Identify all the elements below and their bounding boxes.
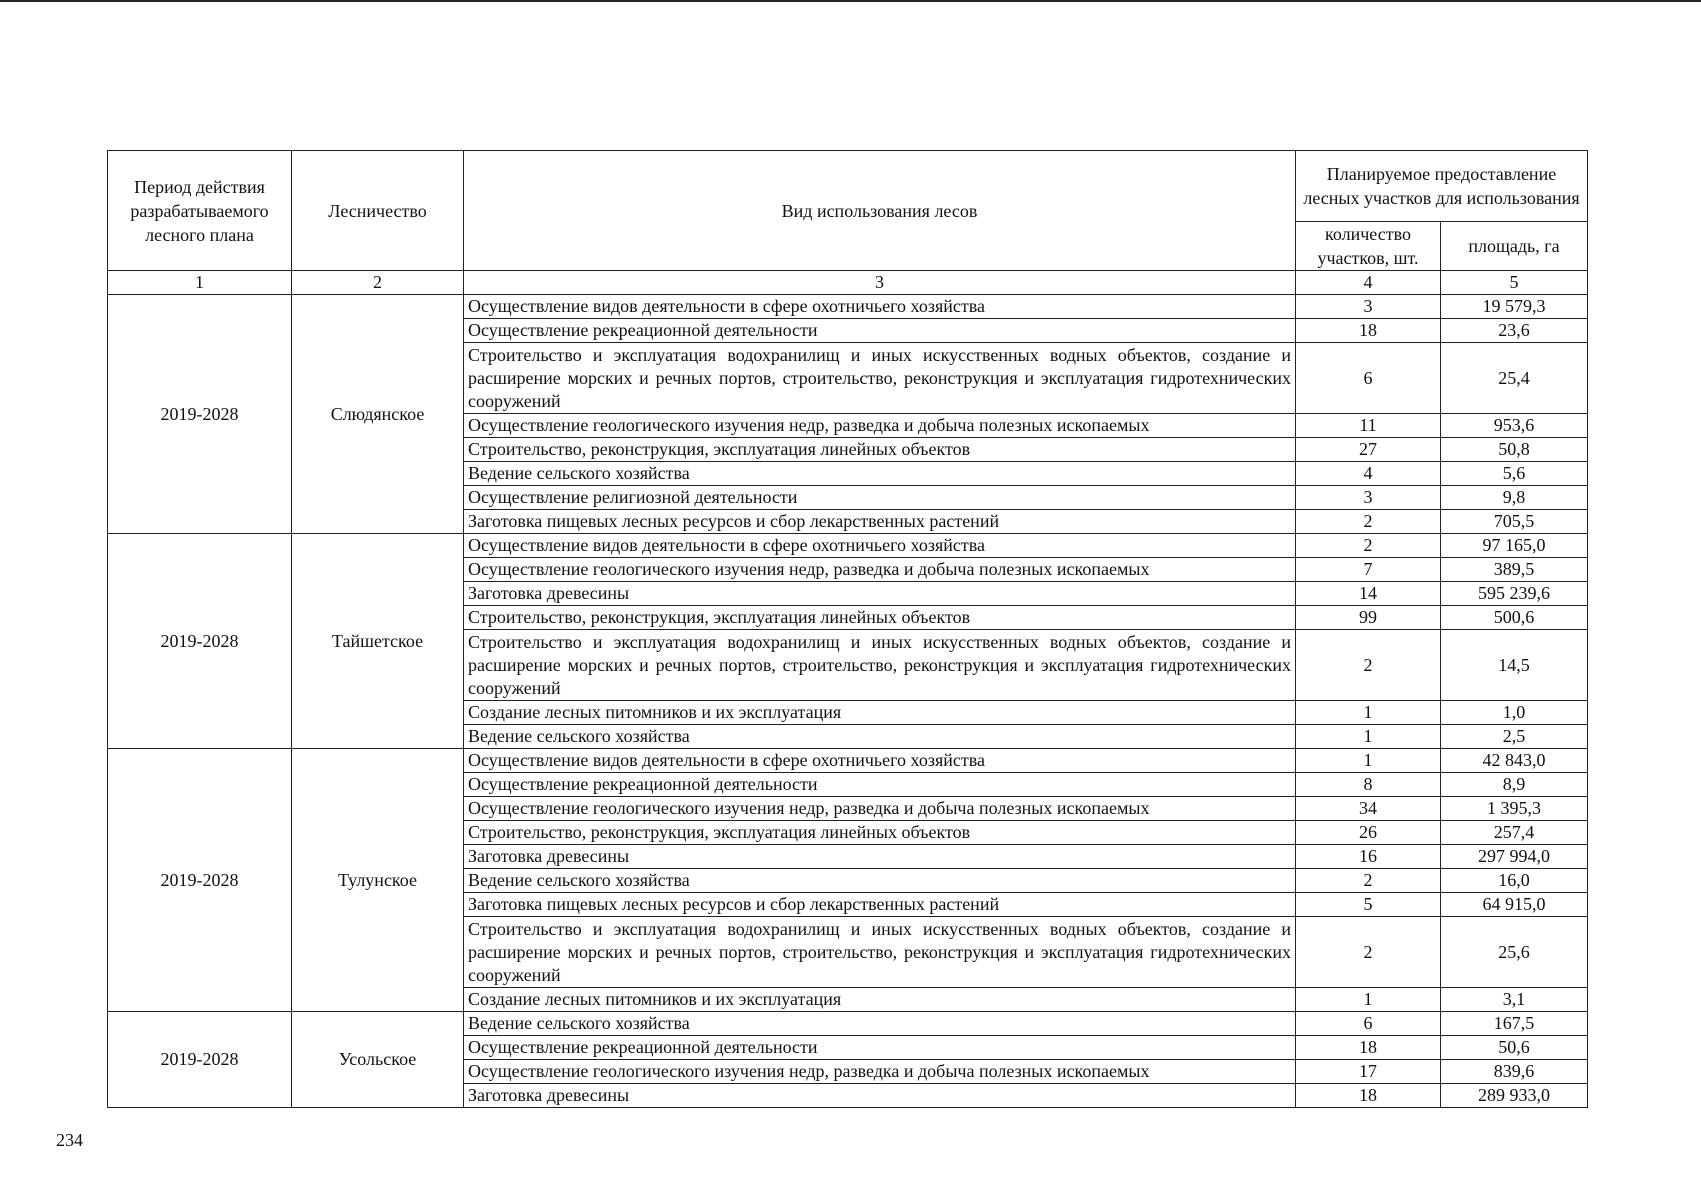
area-cell: 50,6 (1441, 1036, 1588, 1060)
column-number: 2 (292, 271, 464, 295)
top-rule (0, 0, 1701, 2)
area-cell: 5,6 (1441, 462, 1588, 486)
use-type-cell: Осуществление геологического изучения недр, разведка и добыча полезных ископаемых (464, 797, 1296, 821)
count-cell: 1 (1296, 988, 1441, 1012)
count-cell: 2 (1296, 869, 1441, 893)
area-cell: 2,5 (1441, 725, 1588, 749)
count-cell: 5 (1296, 893, 1441, 917)
count-cell: 1 (1296, 701, 1441, 725)
count-cell: 7 (1296, 558, 1441, 582)
column-number: 3 (464, 271, 1296, 295)
header-count: количество участков, шт. (1296, 222, 1441, 271)
use-type-cell: Осуществление видов деятельности в сфере охотничьего хозяйства (464, 295, 1296, 319)
use-type-cell: Осуществление религиозной деятельности (464, 486, 1296, 510)
count-cell: 4 (1296, 462, 1441, 486)
area-cell: 595 239,6 (1441, 582, 1588, 606)
area-cell: 42 843,0 (1441, 749, 1588, 773)
use-type-cell: Создание лесных питомников и их эксплуатация (464, 701, 1296, 725)
use-type-cell: Осуществление геологического изучения недр, разведка и добыча полезных ископаемых (464, 558, 1296, 582)
use-type-cell: Строительство, реконструкция, эксплуатация линейных объектов (464, 438, 1296, 462)
use-type-cell: Строительство, реконструкция, эксплуатация линейных объектов (464, 606, 1296, 630)
count-cell: 18 (1296, 1084, 1441, 1108)
period-cell: 2019-2028 (108, 749, 292, 1012)
count-cell: 6 (1296, 1012, 1441, 1036)
use-type-cell: Ведение сельского хозяйства (464, 1012, 1296, 1036)
header-forestry: Лесничество (292, 151, 464, 271)
area-cell: 19 579,3 (1441, 295, 1588, 319)
forest-plan-table (107, 150, 1588, 1108)
use-type-cell: Ведение сельского хозяйства (464, 725, 1296, 749)
area-cell: 839,6 (1441, 1060, 1588, 1084)
area-cell: 389,5 (1441, 558, 1588, 582)
area-cell: 3,1 (1441, 988, 1588, 1012)
use-type-cell: Ведение сельского хозяйства (464, 869, 1296, 893)
area-cell: 705,5 (1441, 510, 1588, 534)
use-type-cell: Заготовка древесины (464, 1084, 1296, 1108)
column-number: 1 (108, 271, 292, 295)
area-cell: 953,6 (1441, 414, 1588, 438)
count-cell: 3 (1296, 486, 1441, 510)
table-row (108, 749, 1588, 773)
period-cell: 2019-2028 (108, 1012, 292, 1108)
use-type-cell: Осуществление геологического изучения недр, разведка и добыча полезных ископаемых (464, 1060, 1296, 1084)
table-row (108, 295, 1588, 319)
area-cell: 1,0 (1441, 701, 1588, 725)
column-number: 4 (1296, 271, 1441, 295)
use-type-cell: Заготовка древесины (464, 582, 1296, 606)
area-cell: 167,5 (1441, 1012, 1588, 1036)
area-cell: 289 933,0 (1441, 1084, 1588, 1108)
use-type-cell: Строительство и эксплуатация водохранилищ и иных искусственных водных объектов, создание и расширение морских и речных портов, строительство, реконструкция и эксплуатация гидротехнических сооружений (464, 917, 1296, 988)
use-type-cell: Осуществление геологического изучения недр, разведка и добыча полезных ископаемых (464, 414, 1296, 438)
count-cell: 18 (1296, 319, 1441, 343)
count-cell: 14 (1296, 582, 1441, 606)
table-row (108, 1012, 1588, 1036)
area-cell: 8,9 (1441, 773, 1588, 797)
area-cell: 500,6 (1441, 606, 1588, 630)
area-cell: 14,5 (1441, 630, 1588, 701)
forestry-cell: Слюдянское (292, 295, 464, 534)
area-cell: 64 915,0 (1441, 893, 1588, 917)
use-type-cell: Заготовка пищевых лесных ресурсов и сбор лекарственных растений (464, 893, 1296, 917)
use-type-cell: Заготовка древесины (464, 845, 1296, 869)
header-area: площадь, га (1441, 222, 1588, 271)
count-cell: 34 (1296, 797, 1441, 821)
use-type-cell: Осуществление видов деятельности в сфере охотничьего хозяйства (464, 749, 1296, 773)
use-type-cell: Строительство, реконструкция, эксплуатация линейных объектов (464, 821, 1296, 845)
count-cell: 2 (1296, 534, 1441, 558)
count-cell: 16 (1296, 845, 1441, 869)
header-planned: Планируемое предоставление лесных участков для использования (1296, 151, 1588, 222)
count-cell: 6 (1296, 343, 1441, 414)
use-type-cell: Строительство и эксплуатация водохранилищ и иных искусственных водных объектов, создание и расширение морских и речных портов, строительство, реконструкция и эксплуатация гидротехнических сооружений (464, 630, 1296, 701)
period-cell: 2019-2028 (108, 295, 292, 534)
use-type-cell: Осуществление рекреационной деятельности (464, 319, 1296, 343)
area-cell: 16,0 (1441, 869, 1588, 893)
column-number: 5 (1441, 271, 1588, 295)
area-cell: 9,8 (1441, 486, 1588, 510)
area-cell: 297 994,0 (1441, 845, 1588, 869)
count-cell: 1 (1296, 749, 1441, 773)
area-cell: 25,6 (1441, 917, 1588, 988)
count-cell: 1 (1296, 725, 1441, 749)
use-type-cell: Осуществление рекреационной деятельности (464, 773, 1296, 797)
count-cell: 8 (1296, 773, 1441, 797)
use-type-cell: Осуществление рекреационной деятельности (464, 1036, 1296, 1060)
area-cell: 25,4 (1441, 343, 1588, 414)
use-type-cell: Создание лесных питомников и их эксплуатация (464, 988, 1296, 1012)
area-cell: 50,8 (1441, 438, 1588, 462)
count-cell: 18 (1296, 1036, 1441, 1060)
forestry-cell: Тулунское (292, 749, 464, 1012)
header-period: Период действия разрабатываемого лесного плана (108, 151, 292, 271)
page-number: 234 (56, 1130, 83, 1150)
use-type-cell: Строительство и эксплуатация водохранилищ и иных искусственных водных объектов, создание и расширение морских и речных портов, строительство, реконструкция и эксплуатация гидротехнических сооружений (464, 343, 1296, 414)
forestry-cell: Усольское (292, 1012, 464, 1108)
area-cell: 23,6 (1441, 319, 1588, 343)
count-cell: 2 (1296, 510, 1441, 534)
use-type-cell: Осуществление видов деятельности в сфере охотничьего хозяйства (464, 534, 1296, 558)
forestry-cell: Тайшетское (292, 534, 464, 749)
area-cell: 97 165,0 (1441, 534, 1588, 558)
count-cell: 2 (1296, 630, 1441, 701)
count-cell: 11 (1296, 414, 1441, 438)
count-cell: 99 (1296, 606, 1441, 630)
use-type-cell: Заготовка пищевых лесных ресурсов и сбор лекарственных растений (464, 510, 1296, 534)
use-type-cell: Ведение сельского хозяйства (464, 462, 1296, 486)
area-cell: 1 395,3 (1441, 797, 1588, 821)
table-row (108, 534, 1588, 558)
header-use-type: Вид использования лесов (464, 151, 1296, 271)
period-cell: 2019-2028 (108, 534, 292, 749)
count-cell: 26 (1296, 821, 1441, 845)
count-cell: 2 (1296, 917, 1441, 988)
count-cell: 3 (1296, 295, 1441, 319)
area-cell: 257,4 (1441, 821, 1588, 845)
count-cell: 17 (1296, 1060, 1441, 1084)
count-cell: 27 (1296, 438, 1441, 462)
